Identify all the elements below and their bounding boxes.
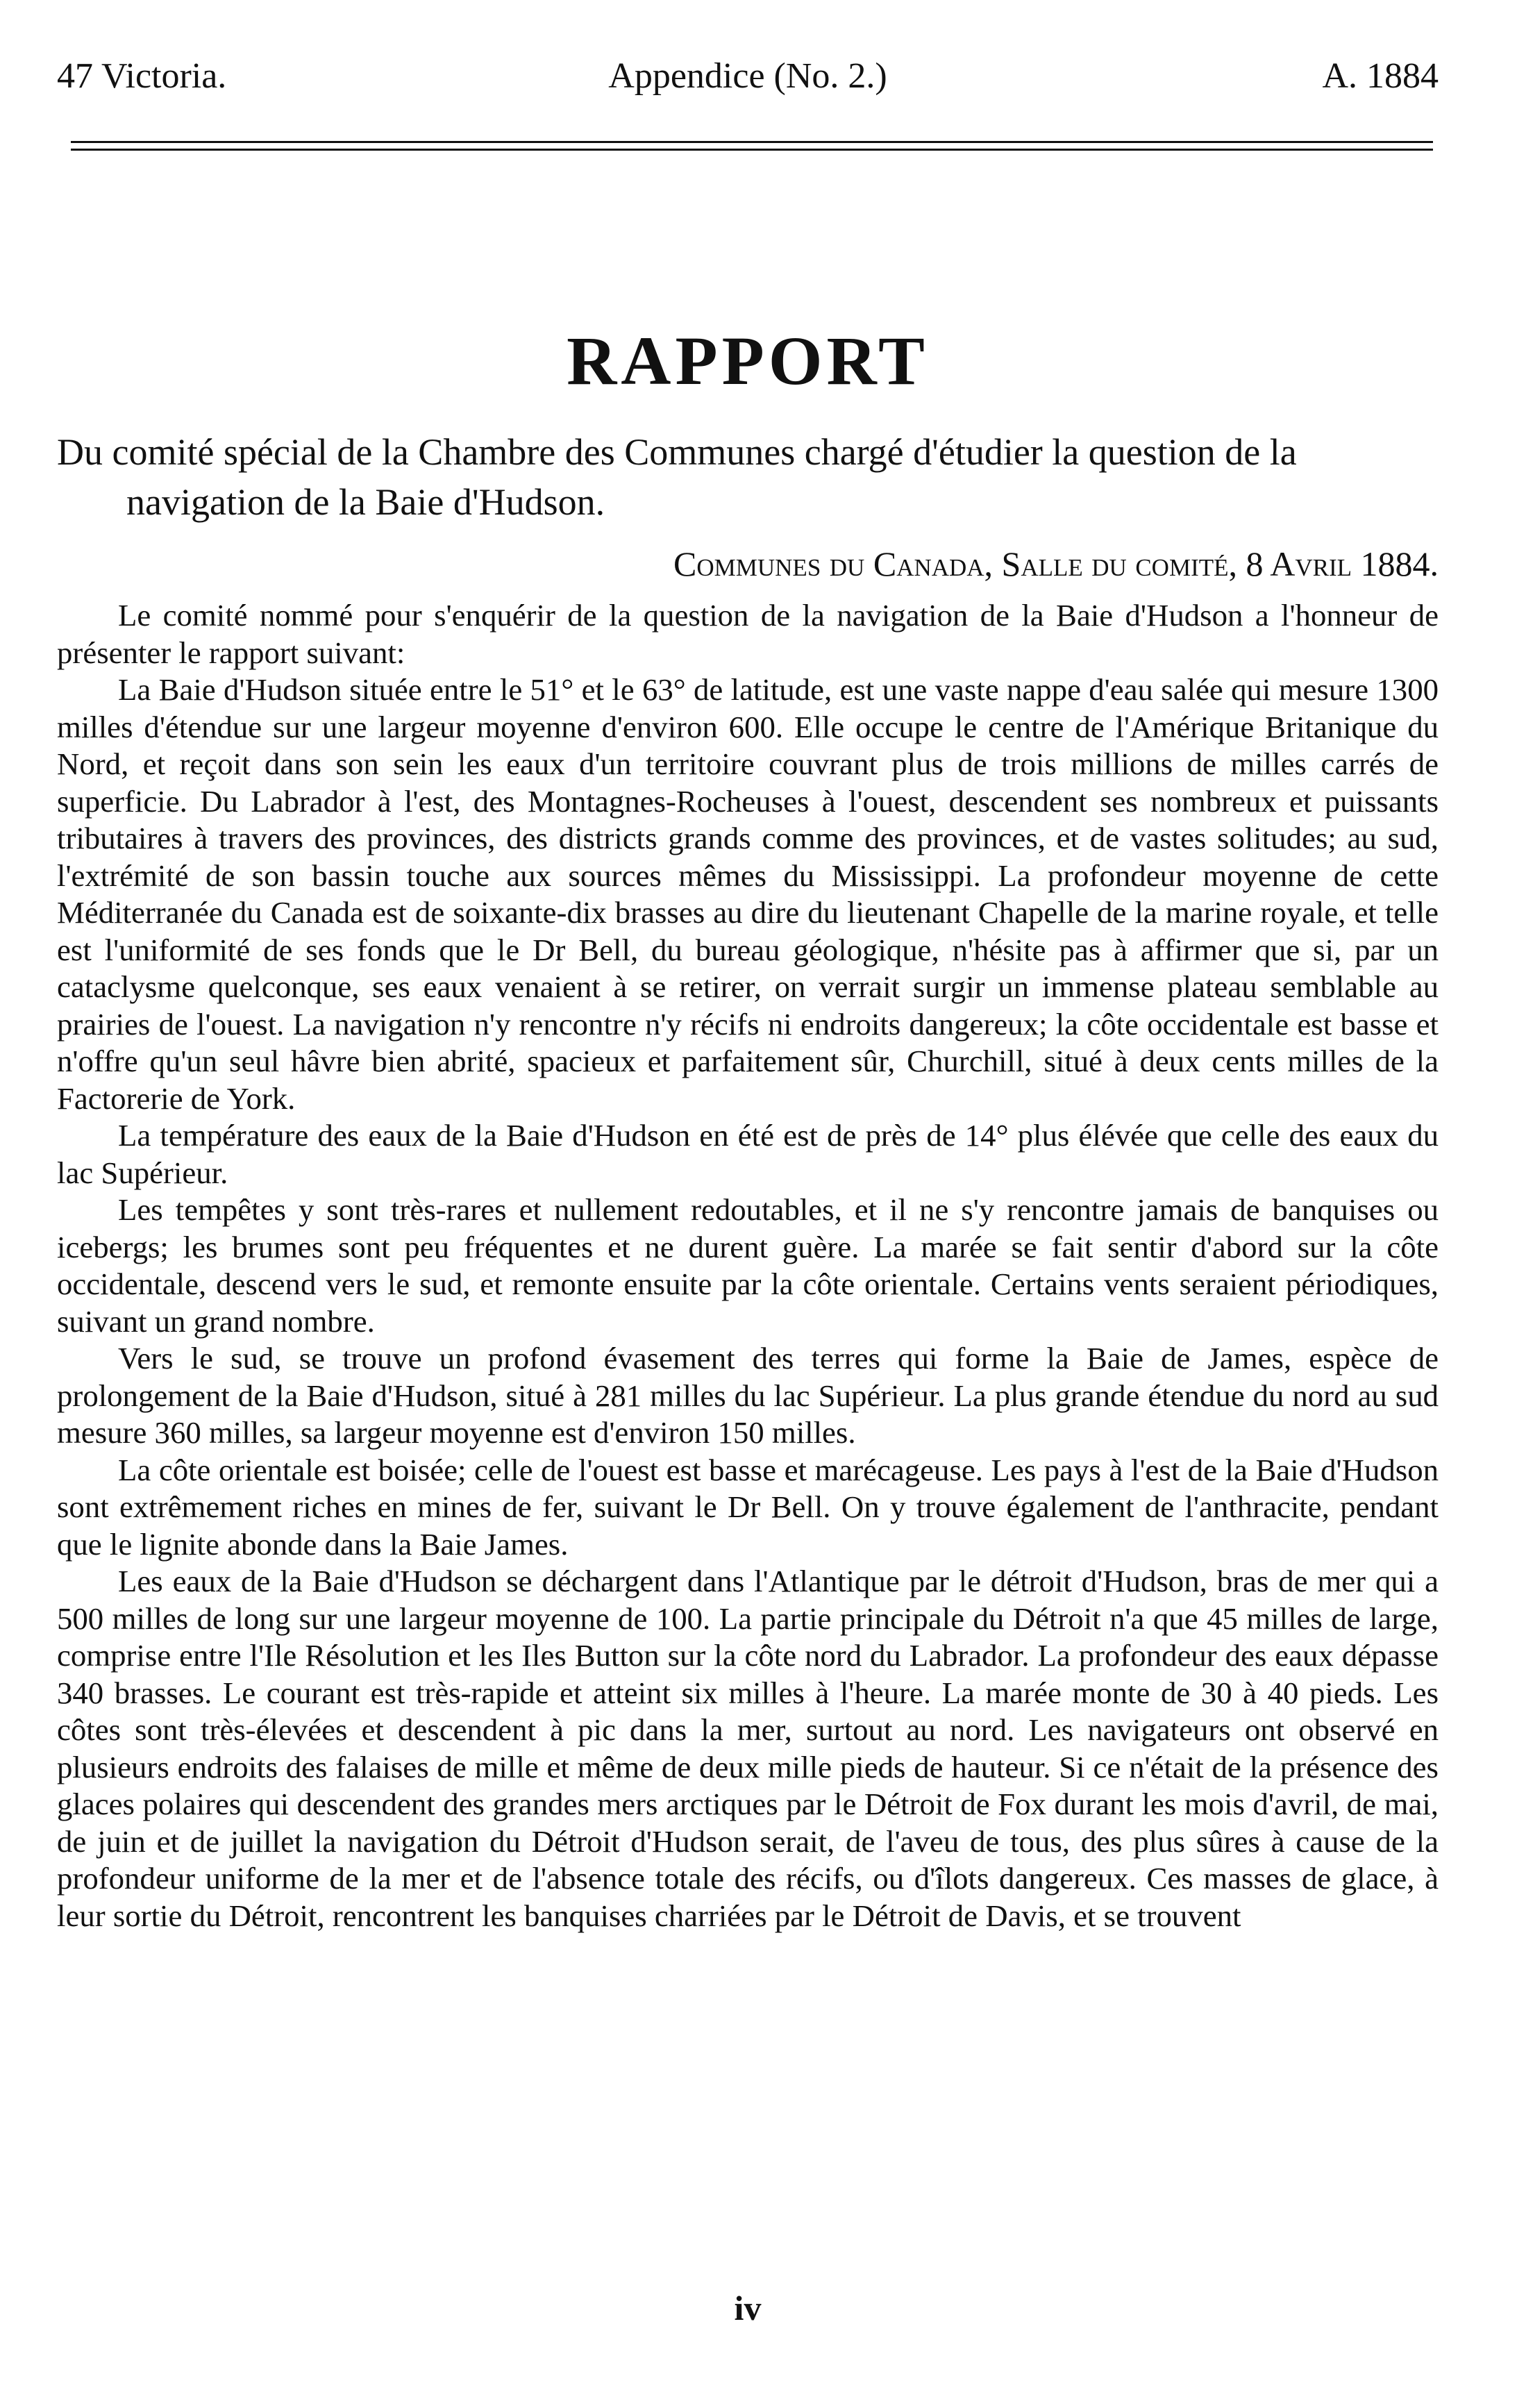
header-session: 47 Victoria. <box>57 56 227 96</box>
dateline: Communes du Canada, Salle du comité, 8 Avril 1884. <box>673 544 1439 583</box>
paragraph: Le comité nommé pour s'enquérir de la question de la navigation de la Baie d'Hudson a l'honneur de présenter le rapport suivant: <box>57 598 1439 670</box>
paragraph: La côte orientale est boisée; celle de l'ouest est basse et marécageuse. Les pays à l'est de la Baie d'Hudson sont extrêmement riches en mines de fer, suivant le Dr Bell. On y trouve également de l'anthracite, pendant que le lignite abonde dans la Baie James. <box>57 1452 1439 1562</box>
report-subtitle: Du comité spécial de la Chambre des Communes chargé d'étudier la question de la navigation de la Baie d'Hudson. <box>57 431 1297 523</box>
report-body <box>57 597 1439 1934</box>
report-title: RAPPORT <box>567 322 929 399</box>
header-appendix: Appendice (No. 2.) <box>608 56 887 96</box>
document-page <box>57 0 1439 2408</box>
double-rule-divider <box>71 141 1433 151</box>
paragraph: Vers le sud, se trouve un profond évasement des terres qui forme la Baie de James, espèce de prolongement de la Baie d'Hudson, situé à 281 milles du lac Supérieur. La plus grande étendue du nord au sud mesure 360 milles, sa largeur moyenne est d'environ 150 milles. <box>57 1341 1439 1450</box>
paragraph: Les eaux de la Baie d'Hudson se déchargent dans l'Atlantique par le détroit d'Hudson, bras de mer qui a 500 milles de long sur une largeur moyenne de 100. La partie principale du Détroit n'a que 45 milles de large, comprise entre l'Ile Résolution et les Iles Button sur la côte nord du Labrador. La profondeur des eaux dépasse 340 brasses. Le courant est très-rapide et atteint six milles à l'heure. La marée monte de 30 à 40 pieds. Les côtes sont très-élevées et descendent à pic dans la mer, surtout au nord. Les navigateurs ont observé en plusieurs endroits des falaises de mille et même de deux mille pieds de hauteur. Si ce n'était de la présence des glaces polaires qui descendent des grandes mers arctiques par le Détroit de Fox durant les mois d'avril, de mai, de juin et de juillet la navigation du Détroit d'Hudson serait, de l'aveu de tous, des plus sûres à cause de la profondeur uniforme de la mer et de l'absence totale des récifs, ou d'îlots dangereux. Ces masses de glace, à leur sortie du Détroit, rencontrent les banquises charriées par le Détroit de Davis, et se trouvent <box>57 1564 1439 1933</box>
paragraph: La Baie d'Hudson située entre le 51° et le 63° de latitude, est une vaste nappe d'eau salée qui mesure 1300 milles d'étendue sur une largeur moyenne d'environ 600. Elle occupe le centre de l'Amérique Britanique du Nord, et reçoit dans son sein les eaux d'un territoire couvrant plus de trois millions de milles carrés de superficie. Du Labrador à l'est, des Montagnes-Rocheuses à l'ouest, descendent ses nombreux et puissants tributaires à travers des provinces, des districts grands comme des provinces, et de vastes solitudes; au sud, l'extrémité de son bassin touche aux sources mêmes du Mississippi. La profondeur moyenne de cette Méditerranée du Canada est de soixante-dix brasses au dire du lieutenant Chapelle de la marine royale, et telle est l'uniformité de ses fonds que le Dr Bell, du bureau géologique, n'hésite pas à affirmer que si, par un cataclysme quelconque, ses eaux venaient à se retirer, on verrait surgir un immense plateau semblable au prairies de l'ouest. La navigation n'y rencontre n'y récifs ni endroits dangereux; la côte occidentale est basse et n'offre qu'un seul hâvre bien abrité, spacieux et parfaitement sûr, Churchill, situé à deux cents milles de la Factorerie de York. <box>57 672 1439 1116</box>
header-year: A. 1884 <box>1322 56 1439 96</box>
page-number: iv <box>734 2289 762 2327</box>
paragraph: Les tempêtes y sont très-rares et nullement redoutables, et il ne s'y rencontre jamais de banquises ou icebergs; les brumes sont peu fréquentes et ne durent guère. La marée se fait sentir d'abord sur la côte occidentale, descend vers le sud, et remonte ensuite par la côte orientale. Certains vents seraient périodiques, suivant un grand nombre. <box>57 1192 1439 1339</box>
paragraph: La température des eaux de la Baie d'Hudson en été est de près de 14° plus élévée que celle des eaux du lac Supérieur. <box>57 1118 1439 1190</box>
running-header <box>57 49 1439 104</box>
